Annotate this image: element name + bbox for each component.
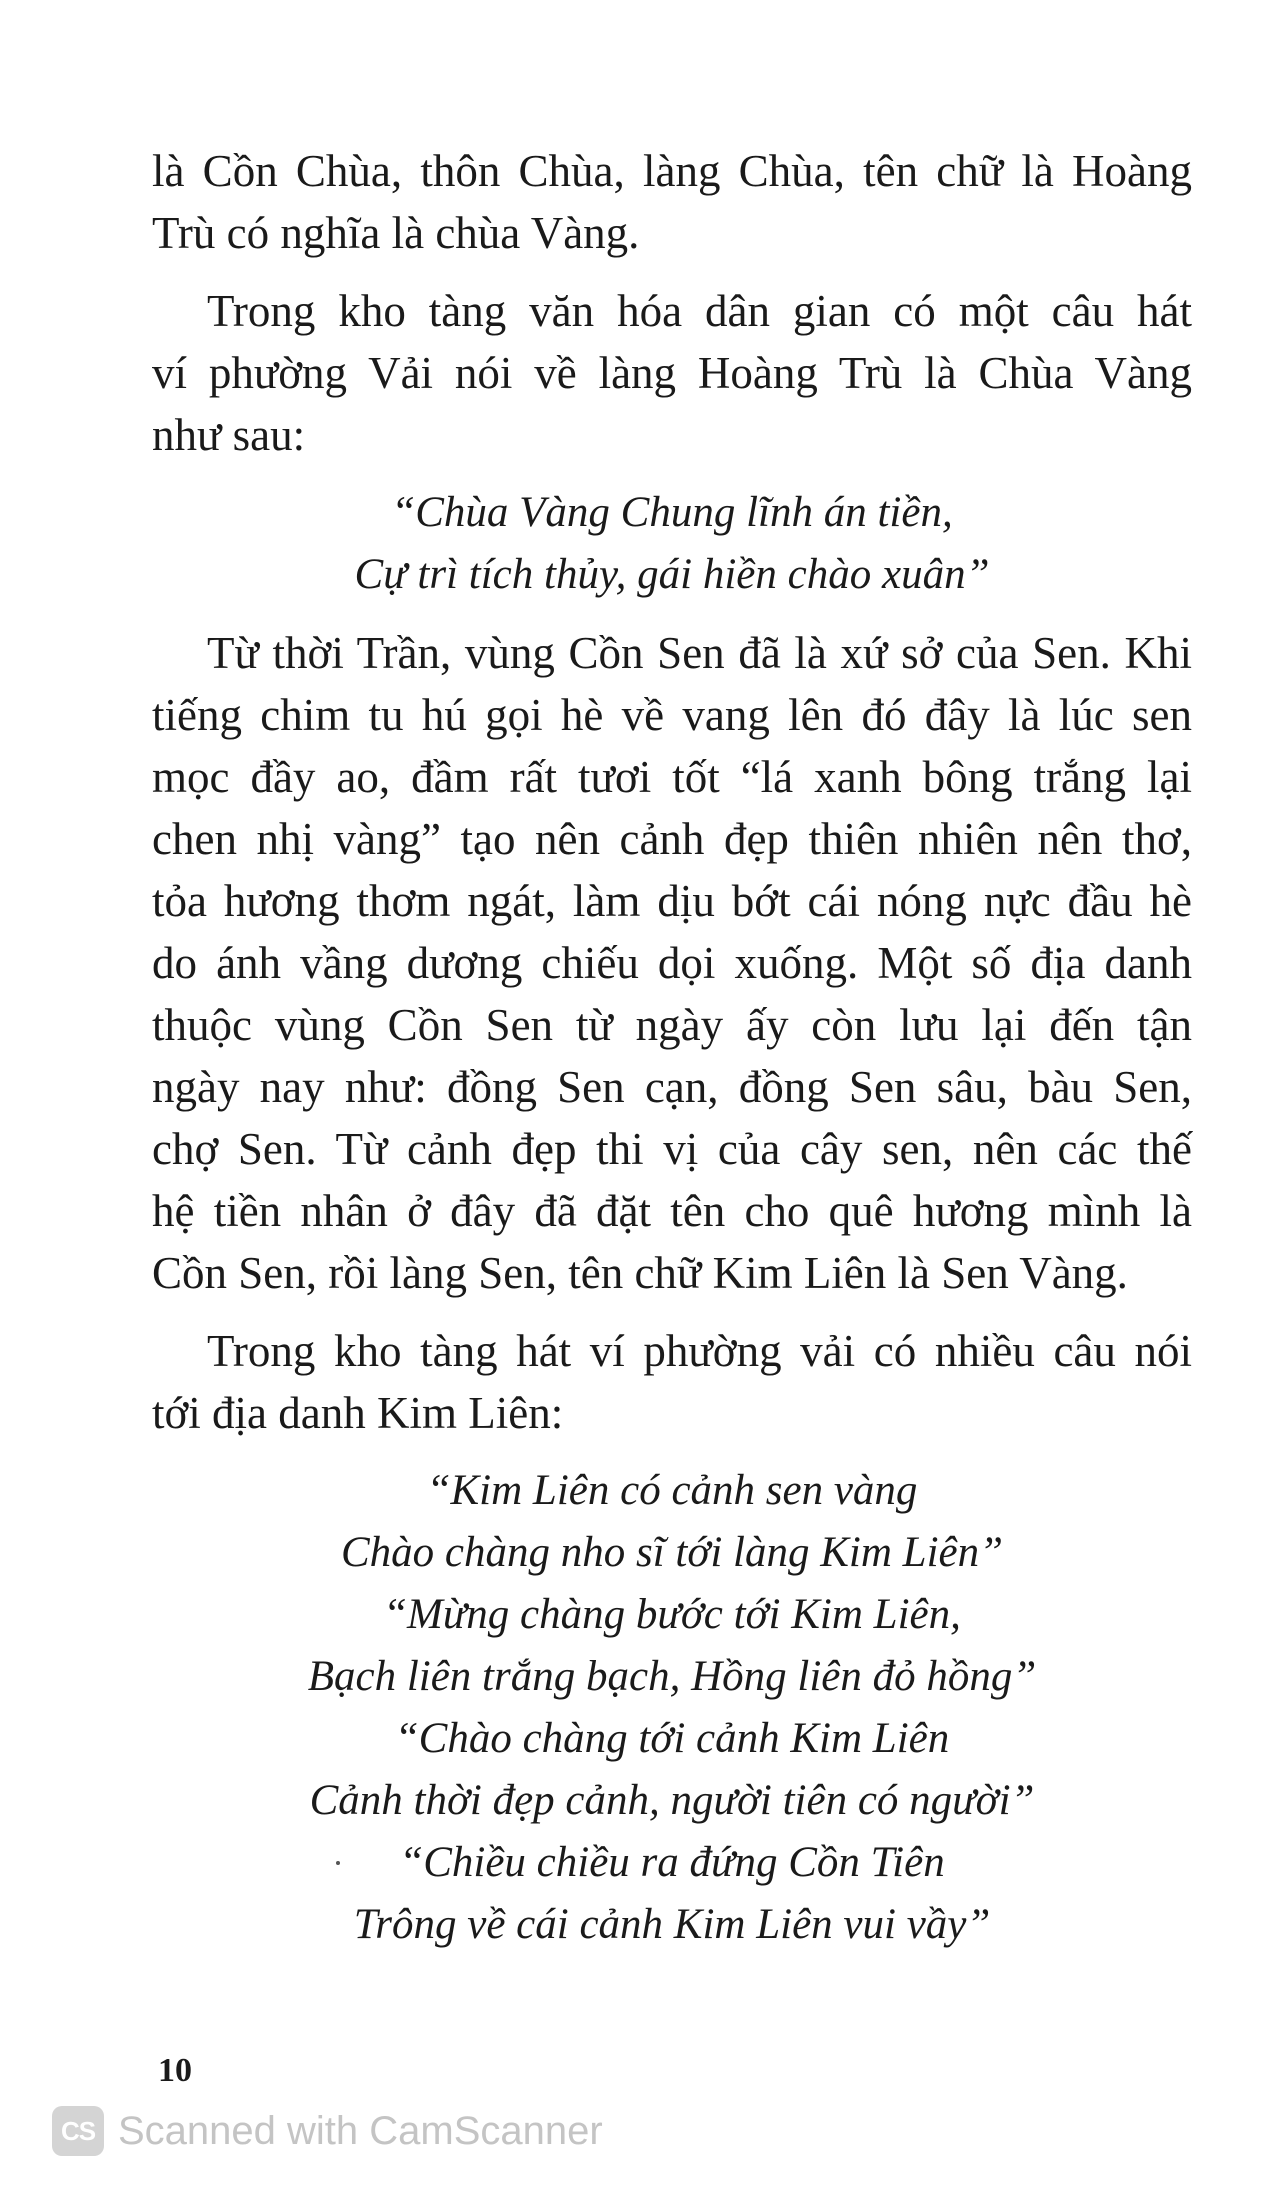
camscanner-logo-icon: CS: [52, 2106, 104, 2156]
text-line: Trong kho tàng hát ví phường vải có nhiều câu nói: [207, 1326, 1192, 1376]
text-line: Trong kho tàng văn hóa dân gian có một câu hát: [207, 286, 1192, 336]
poem-line: “Chào chàng tới cảnh Kim Liên: [394, 1715, 950, 1762]
text-line: tỏa hương thơm ngát, làm dịu bớt cái nóng nực đầu hè: [152, 876, 1192, 926]
poem-line: “Kim Liên có cảnh sen vàng: [426, 1467, 918, 1514]
text-line: Cồn Sen, rồi làng Sen, tên chữ Kim Liên là Sen Vàng.: [152, 1248, 1128, 1298]
text-line: như sau:: [152, 410, 306, 460]
watermark-text: Scanned with CamScanner: [118, 2108, 603, 2153]
paragraph-1: [152, 140, 1192, 264]
poem-line: Chào chàng nho sĩ tới làng Kim Liên”: [340, 1529, 1004, 1576]
text-line: tiếng chim tu hú gọi hè về vang lên đó đây là lúc sen: [152, 690, 1192, 740]
page-text: [152, 140, 1192, 1956]
page-number: 10: [158, 2052, 192, 2089]
text-line: Trù có nghĩa là chùa Vàng.: [152, 208, 640, 258]
text-line: chen nhị vàng” tạo nên cảnh đẹp thiên nhiên nên thơ,: [152, 814, 1192, 864]
text-line: là Cồn Chùa, thôn Chùa, làng Chùa, tên chữ là Hoàng: [152, 146, 1192, 196]
text-line: hệ tiền nhân ở đây đã đặt tên cho quê hương mình là: [152, 1186, 1192, 1236]
text-line: Từ thời Trần, vùng Cồn Sen đã là xứ sở của Sen. Khi: [207, 628, 1192, 678]
poem-line: “Mừng chàng bước tới Kim Liên,: [383, 1591, 961, 1638]
paragraph-2: [152, 280, 1192, 466]
poem-line: “Chùa Vàng Chung lĩnh án tiền,: [391, 489, 953, 536]
text-line: ngày nay như: đồng Sen cạn, đồng Sen sâu, bàu Sen,: [152, 1062, 1192, 1112]
poem-verse-chua-vang: [152, 482, 1192, 606]
text-line: mọc đầy ao, đầm rất tươi tốt “lá xanh bông trắng lại: [152, 752, 1192, 802]
paragraph-3: [152, 622, 1192, 1304]
poem-line: Bạch liên trắng bạch, Hồng liên đỏ hồng”: [307, 1653, 1037, 1700]
poem-line: “Chiều chiều ra đứng Cồn Tiên: [399, 1839, 945, 1886]
poem-line: Cảnh thời đẹp cảnh, người tiên có người”: [309, 1777, 1035, 1824]
text-line: chợ Sen. Từ cảnh đẹp thi vị của cây sen, nên các thế: [152, 1124, 1192, 1174]
poem-line: Trông về cái cảnh Kim Liên vui vầy”: [353, 1901, 991, 1948]
text-line: ví phường Vải nói về làng Hoàng Trù là Chùa Vàng: [152, 348, 1192, 398]
scan-speck: [336, 1861, 340, 1865]
text-line: do ánh vầng dương chiếu dọi xuống. Một số địa danh: [152, 938, 1192, 988]
text-line: thuộc vùng Cồn Sen từ ngày ấy còn lưu lại đến tận: [152, 1000, 1192, 1050]
text-line: tới địa danh Kim Liên:: [152, 1388, 564, 1438]
poem-line: Cự trì tích thủy, gái hiền chào xuân”: [354, 551, 990, 598]
paragraph-4: [152, 1320, 1192, 1444]
poem-verses-kim-lien: [152, 1460, 1192, 1956]
camscanner-watermark: [52, 2103, 603, 2159]
